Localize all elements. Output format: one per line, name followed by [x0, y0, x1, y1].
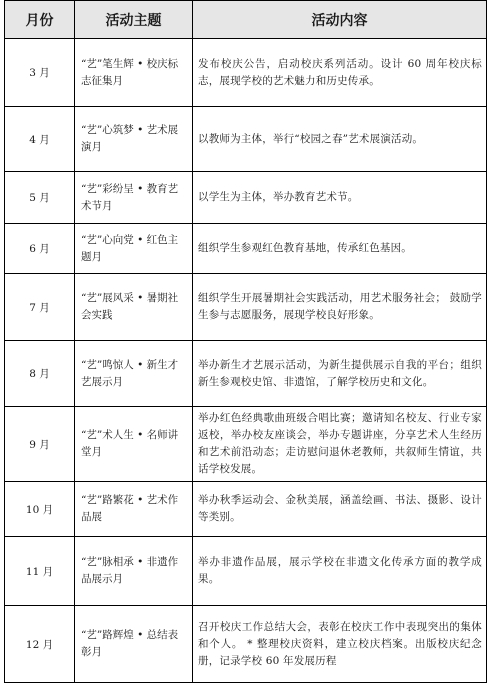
content-cell: 举办秋季运动会、金秋美展，涵盖绘画、书法、摄影、设计等类别。: [193, 482, 487, 537]
table-row: [5, 224, 487, 274]
table-row: [5, 341, 487, 407]
month-cell: 11 月: [5, 537, 75, 606]
theme-cell: “艺”路辉煌 • 总结表彰月: [75, 606, 193, 683]
content-cell: 以教师为主体，举行“校园之春”艺术展演活动。: [193, 107, 487, 172]
month-cell: 10 月: [5, 482, 75, 537]
table-row: [5, 537, 487, 606]
table-row: [5, 407, 487, 482]
theme-cell: “艺”心向党 • 红色主题月: [75, 224, 193, 274]
table-row: [5, 606, 487, 683]
theme-cell: “艺”彩纷呈 • 教育艺术节月: [75, 172, 193, 224]
column-header-theme: 活动主题: [75, 1, 193, 39]
month-cell: 7 月: [5, 274, 75, 341]
table-header-row: [5, 1, 487, 39]
month-cell: 3 月: [5, 39, 75, 107]
table-row: [5, 274, 487, 341]
month-cell: 5 月: [5, 172, 75, 224]
table-row: [5, 107, 487, 172]
table-row: [5, 482, 487, 537]
theme-cell: “艺”笔生辉 • 校庆标志征集月: [75, 39, 193, 107]
content-cell: 举办红色经典歌曲班级合唱比赛；邀请知名校友、行业专家返校，举办校友座谈会，举办专题讲座，分享艺术人生经历和艺术前沿动态；走访慰问退休老教师，共叙师生情谊，共话学校发展。: [193, 407, 487, 482]
column-header-content: 活动内容: [193, 1, 487, 39]
month-cell: 9 月: [5, 407, 75, 482]
month-cell: 8 月: [5, 341, 75, 407]
activity-plan-table: [4, 0, 487, 683]
theme-cell: “艺”脉相承 • 非遗作品展示月: [75, 537, 193, 606]
content-cell: 举办非遗作品展，展示学校在非遗文化传承方面的教学成果。: [193, 537, 487, 606]
activity-plan-sheet: [4, 0, 486, 687]
content-cell: 召开校庆工作总结大会，表彰在校庆工作中表现突出的集体和个人。 * 整理校庆资料，建立校庆档案。出版校庆纪念册，记录学校 60 年发展历程: [193, 606, 487, 683]
content-cell: 举办新生才艺展示活动，为新生提供展示自我的平台；组织新生参观校史馆、非遗馆，了解学校历史和文化。: [193, 341, 487, 407]
month-cell: 12 月: [5, 606, 75, 683]
table-row: [5, 172, 487, 224]
theme-cell: “艺”术人生 • 名师讲堂月: [75, 407, 193, 482]
content-cell: 发布校庆公告，启动校庆系列活动。设计 60 周年校庆标志，展现学校的艺术魅力和历史传承。: [193, 39, 487, 107]
content-cell: 组织学生参观红色教育基地，传承红色基因。: [193, 224, 487, 274]
theme-cell: “艺”鸣惊人 • 新生才艺展示月: [75, 341, 193, 407]
table-row: [5, 39, 487, 107]
month-cell: 6 月: [5, 224, 75, 274]
theme-cell: “艺”展风采 • 暑期社会实践: [75, 274, 193, 341]
content-cell: 组织学生开展暑期社会实践活动，用艺术服务社会； 鼓励学生参与志愿服务，展现学校良好形象。: [193, 274, 487, 341]
month-cell: 4 月: [5, 107, 75, 172]
theme-cell: “艺”路繁花 • 艺术作品展: [75, 482, 193, 537]
theme-cell: “艺”心筑梦 • 艺术展演月: [75, 107, 193, 172]
content-cell: 以学生为主体，举办教育艺术节。: [193, 172, 487, 224]
column-header-month: 月份: [5, 1, 75, 39]
